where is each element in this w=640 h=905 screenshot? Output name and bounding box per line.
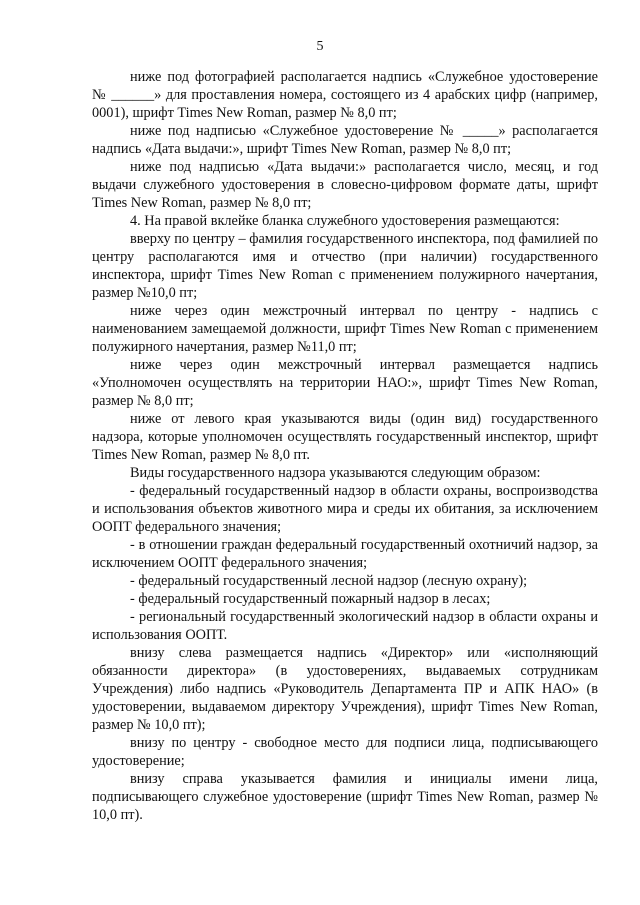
- paragraph: внизу по центру - свободное место для подписи лица, подписывающего удостоверение;: [92, 735, 598, 769]
- list-item: - в отношении граждан федеральный государственный охотничий надзор, за исключением ООПТ федерального значения;: [92, 537, 598, 571]
- paragraph: ниже от левого края указываются виды (один вид) государственного надзора, которые уполномочен осуществлять государственный инспектор, шрифт Times New Roman, размер № 8,0 пт.: [92, 411, 598, 463]
- list-item: - федеральный государственный лесной надзор (лесную охрану);: [130, 573, 528, 589]
- list-item: - региональный государственный экологический надзор в области охраны и использования ООПТ.: [92, 609, 598, 643]
- paragraph: вверху по центру – фамилия государственного инспектора, под фамилией по центру располагаются имя и отчество (при наличии) государственного инспектора, шрифт Times New Roman с применением полужирного начертания, размер №10,0 пт;: [92, 231, 598, 301]
- paragraph: Виды государственного надзора указываются следующим образом:: [130, 465, 541, 481]
- paragraph: ниже через один межстрочный интервал размещается надпись «Уполномочен осуществлять на территории НАО:», шрифт Times New Roman, размер № 8,0 пт;: [92, 357, 598, 409]
- paragraph: ниже под фотографией располагается надпись «Служебное удостоверение № ______» для проставления номера, состоящего из 4 арабских цифр (например, 0001), шрифт Times New Roman, размер № 8,0 пт;: [92, 69, 598, 121]
- paragraph: ниже под надписью «Служебное удостоверение № _____» располагается надпись «Дата выдачи:», шрифт Times New Roman, размер № 8,0 пт;: [92, 123, 598, 157]
- paragraph: ниже под надписью «Дата выдачи:» располагается число, месяц, и год выдачи служебного удостоверения в словесно-цифровом формате даты, шрифт Times New Roman, размер № 8,0 пт;: [92, 159, 598, 211]
- list-item: - федеральный государственный надзор в области охраны, воспроизводства и использования объектов животного мира и среды их обитания, за исключением ООПТ федерального значения;: [92, 483, 598, 535]
- paragraph: ниже через один межстрочный интервал по центру - надпись с наименованием замещаемой должности, шрифт Times New Roman с применением полужирного начертания, размер №11,0 пт;: [92, 303, 598, 355]
- document-body: [92, 68, 598, 824]
- paragraph: 4. На правой вклейке бланка служебного удостоверения размещаются:: [130, 213, 560, 229]
- paragraph: внизу слева размещается надпись «Директор» или «исполняющий обязанности директора» (в удостоверениях, выдаваемых сотрудникам Учреждения) либо надпись «Руководитель Департамента ПР и АПК НАО» (в удостоверении, выдаваемом директору Учреждения), шрифт Times New Roman, размер № 10,0 пт);: [92, 645, 598, 733]
- list-item: - федеральный государственный пожарный надзор в лесах;: [130, 591, 491, 607]
- paragraph: внизу справа указывается фамилия и инициалы имени лица, подписывающего служебное удостоверение (шрифт Times New Roman, размер № 10,0 пт).: [92, 771, 598, 823]
- page-number: 5: [316, 39, 324, 54]
